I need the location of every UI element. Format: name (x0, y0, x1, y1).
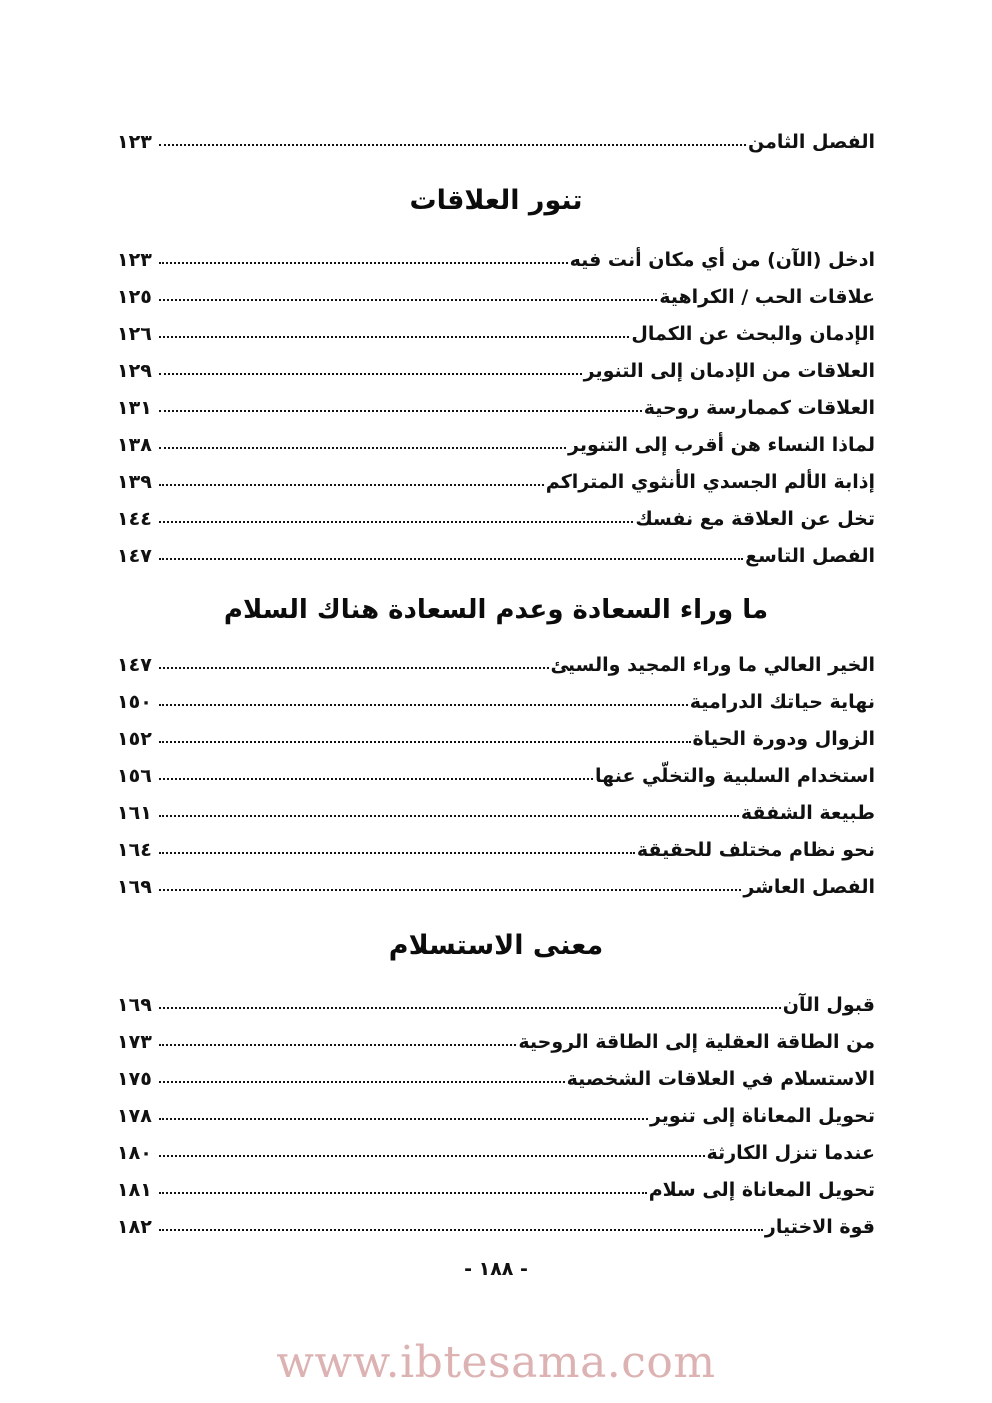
toc-entry (117, 830, 875, 867)
chapter-page-nine: ١٤٧ (117, 545, 152, 567)
chapter-line-ten (117, 867, 875, 904)
toc-entry-title: تحويل المعاناة إلى تنوير (649, 1105, 875, 1127)
leader-dots (159, 851, 635, 854)
chapter-heading-nine: ما وراء السعادة وعدم السعادة هناك السلام (223, 595, 769, 625)
leader-dots (159, 1154, 705, 1157)
leader-dots (159, 143, 746, 146)
leader-dots (159, 666, 549, 669)
toc-entry (117, 388, 875, 425)
leader-dots (159, 777, 593, 780)
leader-dots (159, 1080, 565, 1083)
toc-entry-page: ١٨٢ (117, 1216, 152, 1238)
leader-dots (159, 483, 544, 486)
leader-dots (159, 446, 566, 449)
toc-entry-title: نحو نظام مختلف للحقيقة (636, 839, 875, 861)
toc-entry (117, 425, 875, 462)
leader-dots (159, 409, 642, 412)
leader-dots (159, 335, 629, 338)
site-watermark: www.ibtesama.com (276, 1337, 716, 1388)
toc-entry (117, 1059, 875, 1096)
leader-dots (159, 1043, 516, 1046)
toc-entry-page: ١٥٦ (117, 765, 152, 787)
toc-entry-title: الاستسلام في العلاقات الشخصية (566, 1068, 875, 1090)
toc-entry-title: الإدمان والبحث عن الكمال (631, 323, 875, 345)
chapter-heading-eight: تنور العلاقات (409, 185, 583, 216)
chapter-label-nine: الفصل التاسع (745, 545, 875, 567)
chapter-label-eight: الفصل الثامن (747, 131, 875, 153)
leader-dots (159, 261, 568, 264)
toc-entry (117, 719, 875, 756)
toc-entry-page: ١٦٩ (117, 994, 152, 1016)
toc-entry-title: ادخل (الآن) من أي مكان أنت فيه (569, 249, 875, 271)
toc-entry-page: ١٧٥ (117, 1068, 152, 1090)
toc-content (117, 122, 875, 1244)
toc-entry-page: ١٤٧ (117, 654, 152, 676)
leader-dots (159, 814, 739, 817)
toc-entry-title: العلاقات من الإدمان إلى التنوير (583, 360, 875, 382)
toc-entry (117, 1170, 875, 1207)
toc-entry-page: ١٢٩ (117, 360, 152, 382)
leader-dots (159, 1006, 781, 1009)
toc-entry-page: ١٢٥ (117, 286, 152, 308)
toc-entry-title: طبيعة الشفقة (740, 802, 875, 824)
toc-entry-title: من الطاقة العقلية إلى الطاقة الروحية (518, 1031, 875, 1053)
leader-dots (159, 1117, 648, 1120)
chapter-line-eight (117, 122, 875, 159)
toc-entry-title: العلاقات كممارسة روحية (643, 397, 875, 419)
toc-entry-title: الخير العالي ما وراء المجيد والسيئ (550, 654, 875, 676)
toc-entry-title: استخدام السلبية والتخلّي عنها (595, 765, 875, 787)
toc-entry (117, 985, 875, 1022)
toc-entry-page: ١٥٢ (117, 728, 152, 750)
leader-dots (159, 298, 657, 301)
toc-entry-title: إذابة الألم الجسدي الأنثوي المتراكم (545, 471, 875, 493)
toc-entry (117, 1096, 875, 1133)
toc-entry-page: ١٣١ (117, 397, 152, 419)
toc-entry (117, 645, 875, 682)
toc-entry-title: لماذا النساء هن أقرب إلى التنوير (568, 434, 875, 456)
toc-entry-page: ١٦٤ (117, 839, 152, 861)
toc-entry-page: ١٣٩ (117, 471, 152, 493)
page-folio: - ١٨٨ - (464, 1258, 528, 1280)
leader-dots (159, 1191, 647, 1194)
toc-entry-page: ١٨٠ (117, 1142, 152, 1164)
chapter-label-ten: الفصل العاشر (743, 876, 875, 898)
toc-entry (117, 314, 875, 351)
toc-entry-title: تحويل المعاناة إلى سلام (648, 1179, 875, 1201)
leader-dots (159, 557, 743, 560)
toc-entry (117, 499, 875, 536)
leader-dots (159, 1228, 763, 1231)
leader-dots (159, 740, 691, 743)
toc-entry (117, 1207, 875, 1244)
chapter-line-nine (117, 536, 875, 573)
chapter-page-ten: ١٦٩ (117, 876, 152, 898)
toc-entry (117, 351, 875, 388)
toc-entry (117, 793, 875, 830)
toc-entry (117, 462, 875, 499)
toc-entry-page: ١٧٣ (117, 1031, 152, 1053)
toc-entry-title: نهاية حياتك الدرامية (689, 691, 875, 713)
toc-entry-page: ١٥٠ (117, 691, 152, 713)
toc-entry-page: ١٨١ (117, 1179, 152, 1201)
toc-entry-title: عندما تنزل الكارثة (706, 1142, 875, 1164)
leader-dots (159, 888, 741, 891)
leader-dots (159, 372, 582, 375)
leader-dots (159, 520, 633, 523)
chapter-page-eight: ١٢٣ (117, 131, 152, 153)
toc-entry-title: علاقات الحب / الكراهية (659, 286, 875, 308)
toc-entry (117, 240, 875, 277)
toc-entry-title: الزوال ودورة الحياة (692, 728, 875, 750)
toc-entry-page: ١٤٤ (117, 508, 152, 530)
toc-entry-page: ١٢٦ (117, 323, 152, 345)
leader-dots (159, 703, 688, 706)
toc-entry-title: قبول الآن (782, 994, 875, 1016)
toc-entry-page: ١٣٨ (117, 434, 152, 456)
toc-entry-page: ١٦١ (117, 802, 152, 824)
toc-entry-page: ١٧٨ (117, 1105, 152, 1127)
toc-entry (117, 682, 875, 719)
chapter-heading-ten: معنى الاستسلام (388, 930, 604, 961)
toc-entry (117, 1133, 875, 1170)
toc-entry (117, 756, 875, 793)
toc-entry-title: قوة الاختيار (764, 1216, 875, 1238)
toc-entry (117, 277, 875, 314)
toc-entry (117, 1022, 875, 1059)
toc-entry-title: تخل عن العلاقة مع نفسك (635, 508, 875, 530)
toc-entry-page: ١٢٣ (117, 249, 152, 271)
